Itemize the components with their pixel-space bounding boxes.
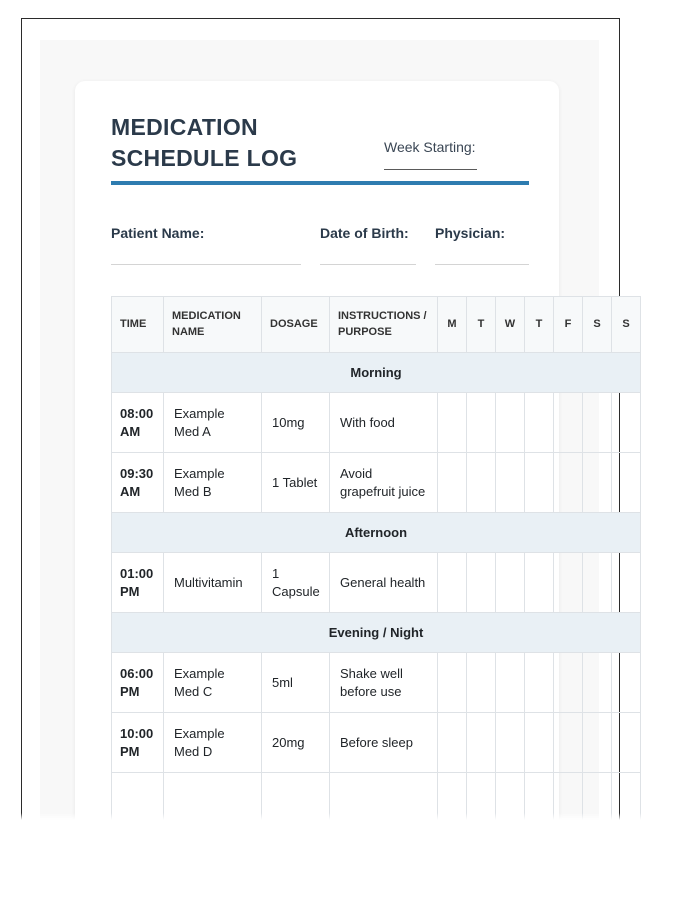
week-starting-blank-line bbox=[384, 169, 477, 170]
instructions-cell: With food bbox=[330, 393, 438, 453]
time-cell: 08:00 AM bbox=[112, 393, 164, 453]
medication-row bbox=[112, 453, 641, 513]
medication-name-cell: Example Med D bbox=[164, 713, 262, 773]
patient-info-row bbox=[111, 225, 529, 265]
day-checkbox-cell bbox=[583, 453, 612, 513]
day-checkbox-cell bbox=[612, 713, 641, 773]
day-header-3: T bbox=[525, 297, 554, 353]
day-checkbox-cell bbox=[438, 553, 467, 613]
dosage-cell: 1 Tablet bbox=[262, 453, 330, 513]
document-header bbox=[111, 112, 529, 265]
blue-divider bbox=[111, 181, 529, 185]
column-header-2: DOSAGE bbox=[262, 297, 330, 353]
column-header-0: TIME bbox=[112, 297, 164, 353]
dosage-cell: 5ml bbox=[262, 653, 330, 713]
section-row bbox=[112, 513, 641, 553]
date-of-birth-blank-line bbox=[320, 264, 416, 265]
dosage-cell: 20mg bbox=[262, 713, 330, 773]
day-checkbox-cell bbox=[438, 653, 467, 713]
day-checkbox-cell bbox=[525, 653, 554, 713]
day-header-0: M bbox=[438, 297, 467, 353]
day-checkbox-cell bbox=[438, 393, 467, 453]
day-checkbox-cell bbox=[525, 553, 554, 613]
physician-label: Physician: bbox=[435, 225, 506, 241]
day-header-2: W bbox=[496, 297, 525, 353]
day-checkbox-cell bbox=[612, 393, 641, 453]
day-checkbox-cell bbox=[554, 713, 583, 773]
screenshot-bottom-cutoff bbox=[0, 813, 700, 900]
date-of-birth-field bbox=[320, 225, 416, 265]
day-checkbox-cell bbox=[438, 713, 467, 773]
patient-name-blank-line bbox=[111, 264, 301, 265]
medication-row bbox=[112, 553, 641, 613]
patient-name-field bbox=[111, 225, 301, 265]
day-checkbox-cell bbox=[467, 553, 496, 613]
day-checkbox-cell bbox=[467, 453, 496, 513]
day-checkbox-cell bbox=[496, 553, 525, 613]
instructions-cell: Before sleep bbox=[330, 713, 438, 773]
day-checkbox-cell bbox=[554, 553, 583, 613]
medication-name-cell: Multivitamin bbox=[164, 553, 262, 613]
week-starting-block bbox=[384, 139, 529, 170]
section-label: Evening / Night bbox=[112, 613, 641, 653]
dosage-cell: 10mg bbox=[262, 393, 330, 453]
table-header-row bbox=[112, 297, 641, 353]
day-checkbox-cell bbox=[525, 453, 554, 513]
date-of-birth-label: Date of Birth: bbox=[320, 225, 409, 241]
day-checkbox-cell bbox=[554, 453, 583, 513]
physician-field bbox=[435, 225, 529, 265]
medication-name-cell: Example Med C bbox=[164, 653, 262, 713]
time-cell: 01:00 PM bbox=[112, 553, 164, 613]
day-checkbox-cell bbox=[554, 393, 583, 453]
medication-row bbox=[112, 713, 641, 773]
medication-name-cell: Example Med B bbox=[164, 453, 262, 513]
time-cell: 10:00 PM bbox=[112, 713, 164, 773]
instructions-cell: Avoid grapefruit juice bbox=[330, 453, 438, 513]
day-header-5: S bbox=[583, 297, 612, 353]
column-header-1: MEDICATION NAME bbox=[164, 297, 262, 353]
page-title: MEDICATION SCHEDULE LOG bbox=[111, 114, 298, 171]
dosage-cell: 1 Capsule bbox=[262, 553, 330, 613]
day-checkbox-cell bbox=[583, 653, 612, 713]
day-header-6: S bbox=[612, 297, 641, 353]
day-header-1: T bbox=[467, 297, 496, 353]
medication-name-cell: Example Med A bbox=[164, 393, 262, 453]
day-header-4: F bbox=[554, 297, 583, 353]
time-cell: 06:00 PM bbox=[112, 653, 164, 713]
day-checkbox-cell bbox=[467, 393, 496, 453]
physician-blank-line bbox=[435, 264, 529, 265]
section-row bbox=[112, 353, 641, 393]
day-checkbox-cell bbox=[496, 713, 525, 773]
day-checkbox-cell bbox=[496, 393, 525, 453]
section-label: Afternoon bbox=[112, 513, 641, 553]
week-starting-label: Week Starting: bbox=[384, 139, 476, 155]
day-checkbox-cell bbox=[583, 393, 612, 453]
day-checkbox-cell bbox=[438, 453, 467, 513]
instructions-cell: General health bbox=[330, 553, 438, 613]
column-header-3: INSTRUCTIONS / PURPOSE bbox=[330, 297, 438, 353]
day-checkbox-cell bbox=[612, 453, 641, 513]
day-checkbox-cell bbox=[496, 653, 525, 713]
day-checkbox-cell bbox=[583, 713, 612, 773]
time-cell: 09:30 AM bbox=[112, 453, 164, 513]
section-row bbox=[112, 613, 641, 653]
day-checkbox-cell bbox=[467, 713, 496, 773]
medication-row bbox=[112, 653, 641, 713]
patient-name-label: Patient Name: bbox=[111, 225, 205, 241]
day-checkbox-cell bbox=[467, 653, 496, 713]
day-checkbox-cell bbox=[525, 713, 554, 773]
instructions-cell: Shake well before use bbox=[330, 653, 438, 713]
day-checkbox-cell bbox=[612, 653, 641, 713]
medication-row bbox=[112, 393, 641, 453]
title-row bbox=[111, 112, 529, 174]
day-checkbox-cell bbox=[525, 393, 554, 453]
day-checkbox-cell bbox=[583, 553, 612, 613]
day-checkbox-cell bbox=[612, 553, 641, 613]
day-checkbox-cell bbox=[554, 653, 583, 713]
section-label: Morning bbox=[112, 353, 641, 393]
medication-table bbox=[111, 296, 641, 833]
day-checkbox-cell bbox=[496, 453, 525, 513]
